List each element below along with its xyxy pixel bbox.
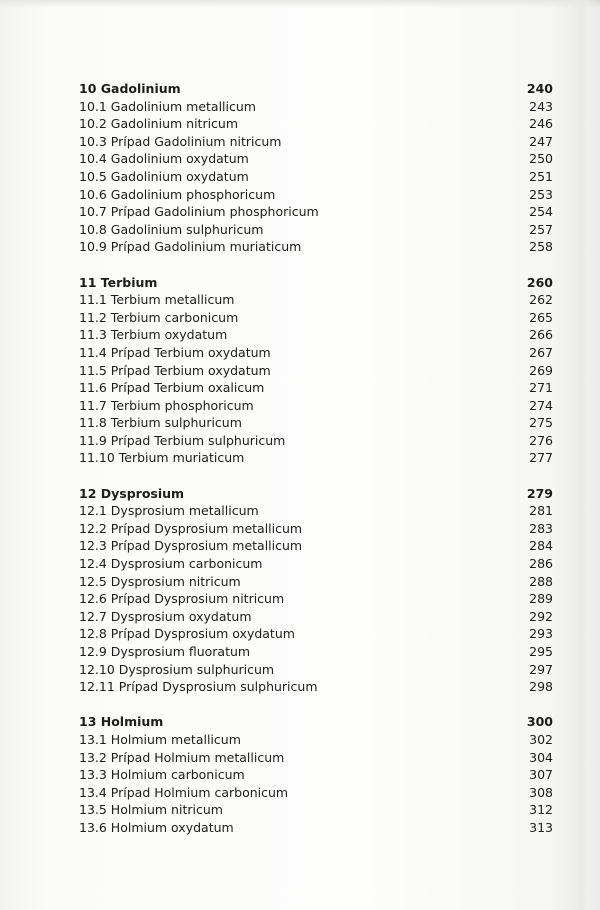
- toc-entry[interactable]: [79, 221, 553, 239]
- entry-title: 13.6 Holmium oxydatum: [79, 819, 234, 835]
- entry-title: 11.8 Terbium sulphuricum: [79, 415, 242, 431]
- toc-entry[interactable]: [79, 449, 553, 467]
- entry-title: 11.3 Terbium oxydatum: [79, 327, 228, 343]
- chapter-title: 10 Gadolinium: [79, 81, 181, 96]
- chapter-title: 13 Holmium: [79, 714, 164, 730]
- entry-page-number: 262: [529, 292, 553, 308]
- toc-entry[interactable]: [79, 608, 553, 626]
- entry-page-number: 312: [529, 802, 553, 818]
- chapter-page-number: 279: [526, 485, 553, 501]
- toc-entry[interactable]: [79, 625, 553, 643]
- toc-entry[interactable]: [79, 238, 553, 256]
- toc-chapter-heading[interactable]: [79, 274, 553, 292]
- toc-entry[interactable]: [79, 537, 553, 555]
- entry-page-number: 281: [529, 503, 553, 519]
- entry-title: 10.2 Gadolinium nitricum: [79, 116, 239, 132]
- entry-title: 12.11 Prípad Dysprosium sulphuricum: [79, 679, 318, 695]
- toc-entry[interactable]: [79, 784, 553, 802]
- entry-page-number: 286: [529, 556, 553, 572]
- section-spacer: [79, 696, 553, 714]
- entry-page-number: 307: [529, 767, 553, 783]
- toc-entry[interactable]: [79, 819, 553, 837]
- entry-page-number: 271: [529, 380, 553, 396]
- entry-page-number: 284: [529, 538, 553, 554]
- entry-page-number: 253: [529, 186, 553, 202]
- chapter-title: 11 Terbium: [79, 274, 158, 290]
- entry-title: 10.7 Prípad Gadolinium phosphoricum: [79, 204, 319, 220]
- toc-entry[interactable]: [79, 326, 553, 344]
- entry-page-number: 247: [529, 133, 553, 149]
- toc-section-holmium: [79, 713, 553, 836]
- entry-page-number: 304: [529, 749, 553, 765]
- entry-title: 11.10 Terbium muriaticum: [79, 450, 245, 466]
- entry-page-number: 267: [529, 344, 553, 360]
- entry-title: 11.7 Terbium phosphoricum: [79, 397, 254, 413]
- toc-chapter-heading[interactable]: [79, 80, 553, 98]
- entry-title: 10.3 Prípad Gadolinium nitricum: [79, 133, 282, 149]
- toc-entry[interactable]: [79, 168, 553, 186]
- toc-entry[interactable]: [79, 643, 553, 661]
- entry-title: 11.2 Terbium carbonicum: [79, 309, 239, 325]
- toc-entry[interactable]: [79, 749, 553, 767]
- entry-title: 12.6 Prípad Dysprosium nitricum: [79, 591, 285, 607]
- entry-page-number: 274: [529, 397, 553, 413]
- toc-section-terbium: [79, 274, 553, 468]
- toc-entry[interactable]: [79, 502, 553, 520]
- entry-title: 11.5 Prípad Terbium oxydatum: [79, 362, 271, 378]
- entry-title: 12.10 Dysprosium sulphuricum: [79, 661, 275, 677]
- entry-page-number: 257: [529, 221, 553, 237]
- toc-entry[interactable]: [79, 291, 553, 309]
- toc-entry[interactable]: [79, 766, 553, 784]
- entry-title: 10.5 Gadolinium oxydatum: [79, 168, 249, 184]
- entry-page-number: 295: [529, 644, 553, 659]
- entry-page-number: 275: [529, 415, 553, 431]
- entry-page-number: 269: [529, 362, 553, 378]
- entry-page-number: 254: [529, 204, 553, 220]
- entry-title: 13.5 Holmium nitricum: [79, 802, 223, 818]
- entry-title: 12.7 Dysprosium oxydatum: [79, 608, 252, 624]
- toc-entry[interactable]: [79, 432, 553, 450]
- entry-page-number: 313: [529, 819, 553, 835]
- entry-title: 11.4 Prípad Terbium oxydatum: [79, 344, 271, 360]
- entry-title: 13.3 Holmium carbonicum: [79, 767, 245, 783]
- entry-page-number: 293: [529, 626, 553, 642]
- entry-page-number: 297: [529, 661, 553, 677]
- entry-page-number: 266: [529, 327, 553, 343]
- entry-title: 10.9 Prípad Gadolinium muriaticum: [79, 239, 302, 255]
- toc-entry[interactable]: [79, 379, 553, 397]
- page-top-edge: [0, 0, 600, 8]
- entry-title: 12.8 Prípad Dysprosium oxydatum: [79, 626, 295, 642]
- entry-title: 13.2 Prípad Holmium metallicum: [79, 749, 285, 765]
- entry-page-number: 298: [529, 679, 553, 695]
- entry-page-number: 283: [529, 520, 553, 536]
- chapter-page-number: 300: [526, 714, 553, 730]
- chapter-page-number: 260: [526, 274, 553, 290]
- entry-title: 12.4 Dysprosium carbonicum: [79, 556, 263, 572]
- entry-title: 10.1 Gadolinium metallicum: [79, 98, 256, 114]
- page-edge-shadow: [586, 0, 600, 910]
- entry-page-number: 276: [529, 432, 553, 448]
- toc-entry[interactable]: [79, 801, 553, 819]
- entry-title: 10.6 Gadolinium phosphoricum: [79, 186, 276, 202]
- chapter-title: 12 Dysprosium: [79, 485, 185, 501]
- entry-page-number: 277: [529, 450, 553, 466]
- entry-page-number: 250: [529, 151, 553, 167]
- entry-title: 12.9 Dysprosium fluoratum: [79, 644, 251, 659]
- toc-entry[interactable]: [79, 590, 553, 608]
- entry-title: 10.8 Gadolinium sulphuricum: [79, 221, 264, 237]
- toc-entry[interactable]: [79, 150, 553, 168]
- table-of-contents: [79, 80, 553, 837]
- chapter-page-number: 240: [526, 81, 553, 96]
- toc-entry[interactable]: [79, 414, 553, 432]
- toc-section-gadolinium: [79, 80, 553, 256]
- toc-chapter-heading[interactable]: [79, 485, 553, 503]
- entry-title: 10.4 Gadolinium oxydatum: [79, 151, 249, 167]
- section-spacer: [79, 467, 553, 485]
- entry-page-number: 251: [529, 168, 553, 184]
- toc-section-dysprosium: [79, 485, 553, 696]
- entry-page-number: 302: [529, 731, 553, 747]
- entry-page-number: 243: [529, 98, 553, 114]
- entry-page-number: 288: [529, 573, 553, 589]
- entry-title: 12.2 Prípad Dysprosium metallicum: [79, 520, 303, 536]
- toc-entry[interactable]: [79, 203, 553, 221]
- entry-page-number: 265: [529, 309, 553, 325]
- toc-entry[interactable]: [79, 309, 553, 327]
- entry-title: 13.4 Prípad Holmium carbonicum: [79, 784, 289, 800]
- entry-title: 11.1 Terbium metallicum: [79, 292, 235, 308]
- toc-entry[interactable]: [79, 115, 553, 133]
- toc-entry[interactable]: [79, 555, 553, 573]
- entry-title: 11.6 Prípad Terbium oxalicum: [79, 380, 265, 396]
- entry-page-number: 308: [529, 784, 553, 800]
- entry-title: 13.1 Holmium metallicum: [79, 731, 241, 747]
- entry-page-number: 258: [529, 239, 553, 255]
- section-spacer: [79, 256, 553, 274]
- entry-page-number: 246: [529, 116, 553, 132]
- toc-entry[interactable]: [79, 186, 553, 204]
- entry-title: 11.9 Prípad Terbium sulphuricum: [79, 432, 286, 448]
- toc-entry[interactable]: [79, 133, 553, 151]
- toc-entry[interactable]: [79, 731, 553, 749]
- entry-title: 12.3 Prípad Dysprosium metallicum: [79, 538, 303, 554]
- toc-entry[interactable]: [79, 397, 553, 415]
- toc-entry[interactable]: [79, 678, 553, 696]
- toc-entry[interactable]: [79, 520, 553, 538]
- entry-page-number: 289: [529, 591, 553, 607]
- toc-entry[interactable]: [79, 661, 553, 679]
- entry-page-number: 292: [529, 608, 553, 624]
- toc-entry[interactable]: [79, 344, 553, 362]
- entry-title: 12.5 Dysprosium nitricum: [79, 573, 241, 589]
- entry-title: 12.1 Dysprosium metallicum: [79, 503, 259, 519]
- toc-entry[interactable]: [79, 98, 553, 116]
- toc-entry[interactable]: [79, 362, 553, 380]
- toc-entry[interactable]: [79, 573, 553, 591]
- toc-chapter-heading[interactable]: [79, 713, 553, 731]
